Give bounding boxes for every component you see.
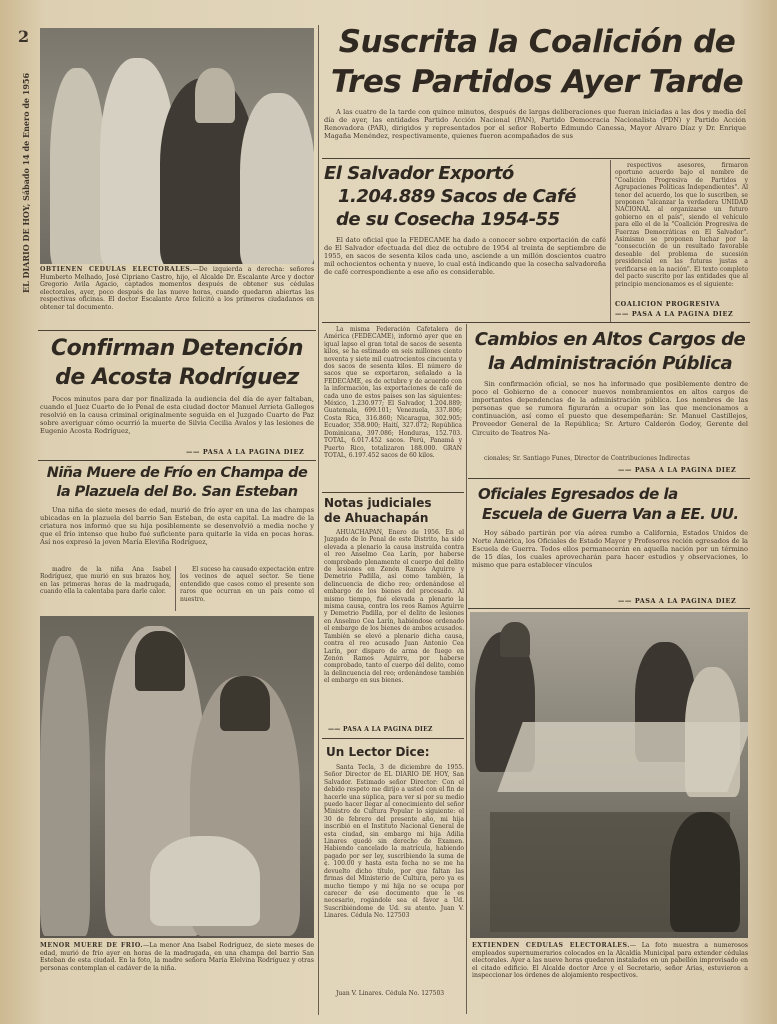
photo2-caption-title: MENOR MUERE DE FRIO.: [40, 942, 144, 949]
cambios-continued-label: PASA A LA PAGINA DIEZ: [634, 466, 737, 474]
oficiales-continued: —— PASA A LA PAGINA DIEZ: [618, 597, 737, 605]
coffee-headline-line1: El Salvador Exportó: [324, 163, 514, 184]
oficiales-headline-line2: Escuela de Guerra Van a EE. UU.: [482, 505, 739, 523]
notas-headline-line1: Notas judiciales: [324, 496, 432, 510]
detention-headline-line2: de Acosta Rodríguez: [55, 365, 299, 390]
lead-headline-line1: Suscrita la Coalición de: [338, 24, 736, 60]
photo1-caption-body: —De izquierda a derecha: señores Humberto Melhado, José Cipriano Castro, hijo, el Alcalde Dr. Escalante Arce y doctor Gregorio Avila Agacio, captados momentos después de obtener sus cédulas electorales, ayer, poco después de las nueve horas, cuando quedaron abiertas las respectivas oficinas. El doctor Escalante Arce felicitó a los primeros ciudadanos en obtener tal documento.: [40, 266, 314, 311]
oficiales-headline: [472, 484, 748, 526]
photo-menor-muere: [40, 616, 314, 938]
cambios-headline-line2: la Administración Pública: [487, 353, 733, 374]
nina-headline: [40, 464, 314, 504]
notas-continued-label: PASA A LA PAGINA DIEZ: [343, 726, 433, 733]
oficiales-paragraph: Hoy sábado partirán por vía aérea rumbo a California, Estados Unidos de Norte América, los Oficiales de Estado Mayor y Profesores recién egresados de la Escuela de Guerra. Todos ellos permanecerán en aquella nación por un término de 15 días, los cuales aprovecharán para hacer estudios y observaciones, lo mismo que para establecer vínculos: [472, 529, 748, 570]
photo1-caption: [40, 266, 314, 328]
cambios-headline: [470, 328, 750, 378]
oficiales-continued-label: PASA A LA PAGINA DIEZ: [634, 597, 737, 605]
detention-headline: [40, 334, 314, 392]
detention-paragraph: Pocos minutos para dar por finalizada la audiencia del día de ayer faltaban, cuando el Juez Cuarto de lo Penal de esta ciudad doctor Manuel Arrieta Gallegos resolvió en la causa criminal originalmente seguida en el Juzgado Cuarto de Paz sobre averiguar cómo ocurrió la muerte de Silvia Cecilia Avalos y las lesiones de Eugenio Acosta Rodríguez,: [40, 395, 314, 436]
lead-headline-line2: Tres Partidos Ayer Tarde: [330, 64, 744, 100]
cambios-col2: [472, 455, 748, 463]
notas-body: [324, 529, 464, 722]
coffee-headline-line2: 1.204.889 Sacos de Café: [338, 186, 576, 207]
lead-paragraph: A las cuatro de la tarde con quince minutos, después de largas deliberaciones que fueran iniciadas a las dos y media del día de ayer, las entidades Partido Acción Nacional (PAN), Partido Democracia Nacionalista (PDN) y Partido Acción Renovadora (PAR), dirigidos y representados por el señor Roberto Edmundo Canessa, Mayor Alvaro Díaz y Dr. Enrique Magaña Menéndez, respectivamente, quienes fueron acompañados de sus: [324, 108, 746, 141]
cambios-paragraph: Sin confirmación oficial, se nos ha informado que posiblemente dentro de poco el Gobierno de a conocer nuevos nombramientos en altos cargos de importantes dependencias de la administración pública. Los nombres de las personas que se rumora figurarán a ocupar son las que mencionamos a continuación, así como el puesto que desempeñarán: Sr. Manuel Castillejos, Proveedor General de la República; Sr. Arturo Calderón Godoy, Gerente del Circuito de Teatros Na-: [472, 380, 748, 437]
coffee-headline: [324, 162, 608, 232]
oficiales-body: [472, 529, 748, 594]
coffee-body: [324, 236, 606, 317]
lead-continued-label: PASA A LA PAGINA DIEZ: [631, 310, 734, 318]
lead-continued: —— PASA A LA PAGINA DIEZ: [615, 310, 734, 318]
nina-headline-line1: Niña Muere de Frío en Champa de: [46, 465, 308, 481]
photo3-caption-title: EXTIENDEN CEDULAS ELECTORALES.: [472, 942, 630, 949]
cambios-continued: —— PASA A LA PAGINA DIEZ: [618, 466, 737, 474]
notas-paragraph: AHUACHAPAN, Enero de 1956. En el Juzgado de lo Penal de este Distrito, ha sido elevada a plenario la causa instruída contra el reo Anselmo Cea Larín, por haberse comprobado plenamente el cuerpo del delito de lesiones en Zenón Ramos Aguirre y Demetrio Padilla, así como también, la delincuencia de dicho reo; ordenándose el embargo de los bienes del procesado. Al mismo tiempo, fué elevada a plenario la misma causa, contra los reos Ramos Aguirre y Demetrio Padilla, por el delito de lesiones en Anselmo Cea Larín, habiéndose ordenado el embargo de los bienes de ambos acusados. También se elevó a plenario dicha causa, contra el reo acusado Juan Antonio Cea Larín, por disparo de arma de fuego en Zenón Ramos Aguirre, por haberse comprobado, tanto el cuerpo del delito, como la delincuencia del reo; ordenándose también el embargo en sus bienes.: [324, 529, 464, 685]
lead-body: [324, 108, 746, 156]
nina-col1: [40, 566, 171, 611]
page-number: 2: [18, 27, 30, 46]
lector-signature: [324, 990, 464, 1006]
detention-continued-label: PASA A LA PAGINA DIEZ: [202, 448, 305, 456]
detention-continued: —— PASA A LA PAGINA DIEZ: [186, 448, 305, 456]
divider: [322, 322, 750, 323]
photo-obtienen-cedulas: [40, 28, 314, 264]
coffee-headline-line3: de su Cosecha 1954-55: [336, 209, 560, 230]
nina-headline-line2: la Plazuela del Bo. San Esteban: [56, 484, 298, 500]
divider: [468, 608, 750, 609]
divider: [38, 330, 316, 331]
nina-col2-paragraph: El suceso ha causado expectación entre los vecinos de aquel sector. Se tiene entendido que casos como el presente son raros que ocurran en un país como el nuestro.: [180, 566, 314, 603]
cambios-headline-line1: Cambios en Altos Cargos de: [474, 329, 746, 350]
detention-headline-line1: Confirman Detención: [50, 336, 304, 361]
column-rule: [610, 160, 611, 322]
lead-side-paragraph: respectivos asesores, firmaron oportuno acuerdo bajo el nombre de "Coalición Progresiva de Partidos y Agrupaciones Políticas Independientes". Al tenor del acuerdo, los que lo suscriben, se proponen "alcanzar la verdadera UNIDAD NACIONAL al organizarse un futuro gobierno en el país", siendo el vehículo para ello el de la "Coalición Progresiva de Fuerzas Democráticas en El Salvador". Asimismo se proponen luchar por la "consecución de un resultado favorable deseable del problema de sucesión presidencial en las futuras justas a verificarse en la nación". El texto completo del pacto suscrito por las entidades que al principio mencionamos es el siguiente:: [615, 162, 748, 288]
lead-side-column: [615, 162, 748, 296]
divider: [322, 492, 464, 493]
nina-paragraph: Una niña de siete meses de edad, murió de frío ayer en una de las champas ubicadas en la plazuela del barrio San Esteban, de esta capital. La madre de la criatura nos informó que su hija posiblemente se desenvolvió a media noche y que el frío intenso que hubo fué suficiente para quitarle la vida en pocas horas. Así nos expresó la joven María Eleviña Rodríguez,: [40, 506, 314, 547]
photo3-caption: [472, 942, 748, 990]
lector-headline: Un Lector Dice:: [326, 745, 430, 759]
cambios-body: [472, 380, 748, 453]
oficiales-headline-line1: Oficiales Egresados de la: [478, 485, 678, 503]
coffee-paragraph: El dato oficial que la FEDECAME ha dado a conocer sobre exportación de café de El Salvador efectuada del diez de octubre de 1954 al treinta de septiembre de 1955, en sacos de sesenta kilos cada uno, asciende a un millón doscientos cuatro mil ochocientos ochenta y nueve, lo cual está indicando que la cosecha salvadoreña de café correspondiente a ese año es considerable.: [324, 236, 606, 277]
photo3-caption-body: — La foto muestra a numerosos empleados supernumerarios colocados en la Alcaldía Municipal para extender cédulas electorales. Ayer a las nueve horas quedaron instalados en un pabellón improvisado en el citado edificio. El Alcalde doctor Arce y el Secretario, señor Arias, estuvieron a inspeccionar los órdenes de alojamiento respectivos.: [472, 942, 748, 980]
notas-headline: [324, 496, 464, 526]
divider: [468, 478, 750, 479]
photo2-caption: [40, 942, 314, 990]
photo2-caption-body: —La menor Ana Isabel Rodríguez, de siete meses de edad, murió de frío ayer en horas de la madrugada, en una champa del barrio San Esteban de esta ciudad. En la foto, la madre señora María Elelvina Rodríguez y otras personas contemplan el cadáver de la niña.: [40, 942, 314, 972]
dateline: EL DIARIO DE HOY, Sábado 14 de Enero de 1956: [21, 72, 31, 293]
divider: [38, 460, 316, 461]
photo-extienden-cedulas: [470, 612, 748, 938]
detention-body: [40, 395, 314, 444]
column-rule: [466, 324, 467, 1014]
divider: [322, 738, 464, 739]
lector-paragraph: Santa Tecla, 3 de diciembre de 1955. Señor Director de EL DIARIO DE HOY, San Salvador. Estimado señor Director: Con el debido respeto me dirijo a usted con el fin de hacerle una súplica, para ver si por su medio puedo hacer llegar al conocimiento del señor Ministro de Cultura Popular lo siguiente: el 30 de febrero del presente año, mi hija inscribió en el Instituto Nacional General de esta ciudad, sin embargo mi hija Adilia Linares quedó sin derecho de Examen. Habiendo cancelado la matrícula, habiendo pagado por ser ley, suscribiendo la suma de ¢. 100.00 y hasta esta fecha no se me ha devuelto dicho título, por que faltan las firmas del Ministerio de Cultura, pero ya es mucho tiempo y mi hija no se ocupa por carecer de ese documento que le es necesario, rogándole sea el favor a Ud. Suscribiéndome de Ud. su atento. Juan V. Linares. Cédula No. 127503: [324, 764, 464, 920]
column-rule: [175, 566, 176, 611]
lead-headline: [322, 22, 752, 104]
photo1-caption-title: OBTIENEN CEDULAS ELECTORALES.: [40, 266, 193, 273]
notas-continued: —— PASA A LA PAGINA DIEZ: [328, 726, 433, 733]
page-spine: [14, 27, 38, 293]
divider: [322, 158, 750, 159]
nina-col1-paragraph: madre de la niña Ana Isabel Rodríguez, que murió en sus brazos hoy, en las primeras horas de la madrugada, cuando ella la calentaba para darle calor.: [40, 566, 171, 596]
column-rule: [318, 25, 319, 1015]
lead-side-heading: COALICION PROGRESIVA: [615, 300, 721, 308]
coffee-col-paragraph: La misma Federación Cafetalera de América (FEDECAME), informó ayer que en igual lapso el gran total de sacos de sesenta kilos, se ha estimado en seis millones ciento noventa y siete mil cuatrocientos cincuenta y dos sacos de sesenta kilos. El número de sacos que se exportaron, señalado a la FEDECAME, es de octubre y de acuerdo con la información, las exportaciones de café de cada uno de estos países son las siguientes: México, 1.230.977; El Salvador, 1.204.889; Guatemala, 699.101; Venezuela, 337.806; Costa Rica, 316.860; Nicaragua, 302.905; Ecuador, 358.900; Haití, 327.072; República Dominicana, 397.086; Honduras, 152.703. TOTAL, 6.017.452 sacos. Perú, Panamá y Puerto Rico, totalizaron 188.000. GRAN TOTAL, 6.197.452 sacos de 60 kilos.: [324, 326, 462, 459]
lector-body: [324, 764, 464, 986]
notas-headline-line2: de Ahuachapán: [324, 511, 429, 525]
coffee-col-body: [324, 326, 462, 489]
nina-col2: [180, 566, 314, 611]
nina-body: [40, 506, 314, 563]
lector-signature-text: Juan V. Linares. Cédula No. 127503: [336, 990, 445, 997]
cambios-col2-paragraph: cionales; Sr. Santiago Funes, Director de Contribuciones Indirectas: [484, 455, 690, 462]
